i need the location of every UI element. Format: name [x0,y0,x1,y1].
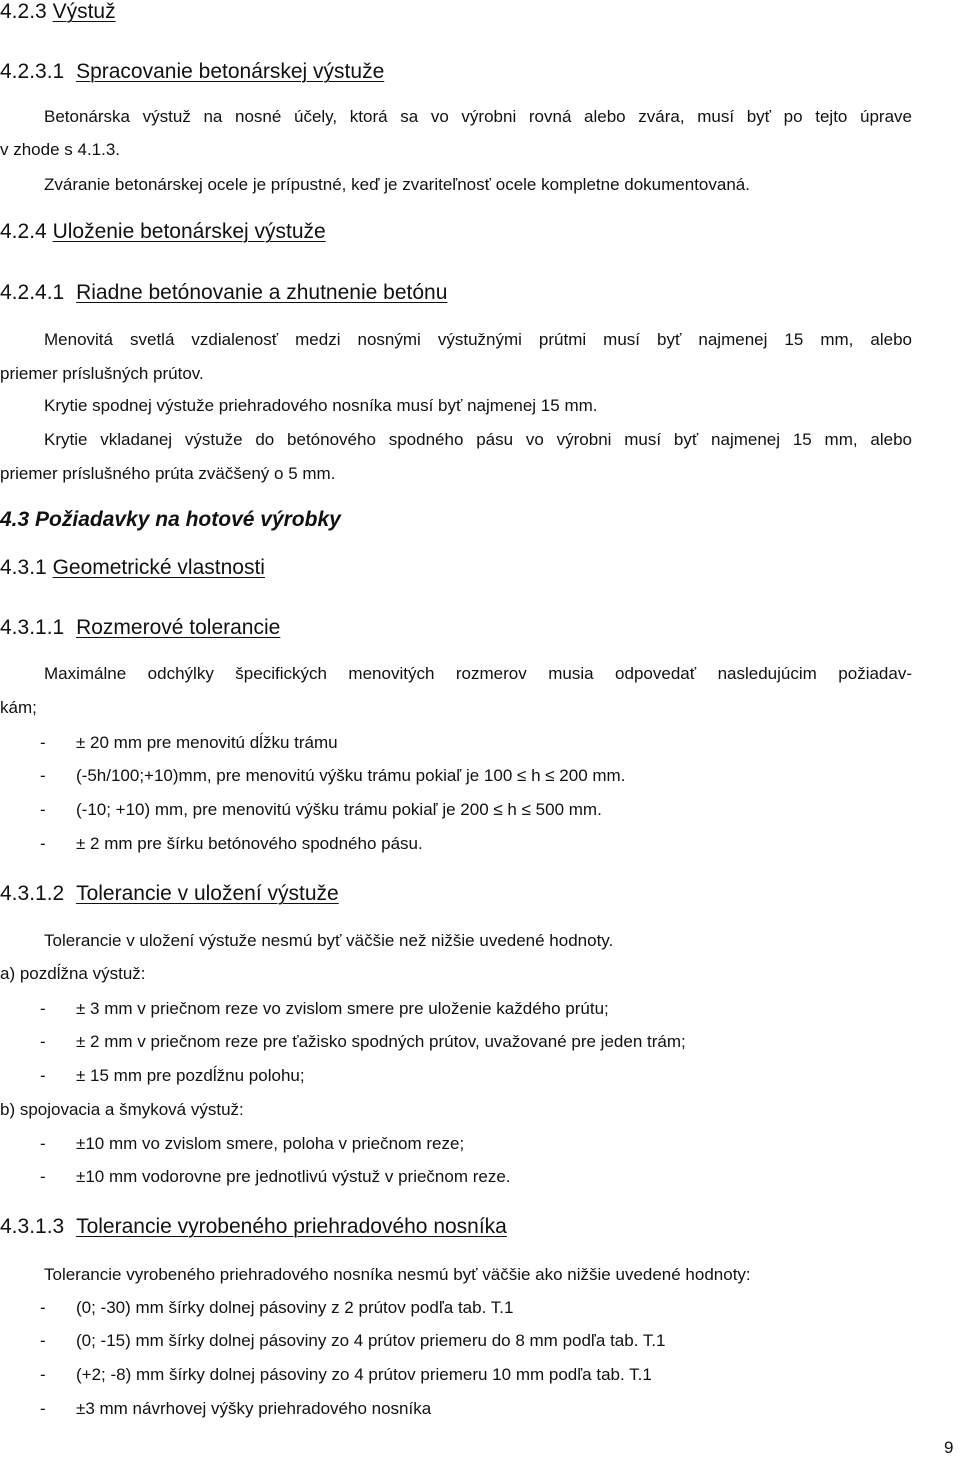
paragraph-line: Krytie vkladanej výstuže do betónového spodného pásu vo výrobni musí byť najmenej 15 mm, alebo [44,430,912,449]
list-item: (0; -30) mm šírky dolnej pásoviny z 2 prútov podľa tab. T.1 [76,1298,514,1317]
heading-number: 4.2.3.1 [0,60,65,83]
heading-title: Rozmerové tolerancie [76,616,281,639]
heading-4-2-3 [0,0,116,24]
list-item: (0; -15) mm šírky dolnej pásoviny zo 4 prútov priemeru do 8 mm podľa tab. T.1 [76,1331,666,1350]
list-bullet: - [40,1134,46,1153]
list-bullet: - [40,1331,46,1350]
paragraph: Tolerancie v uložení výstuže nesmú byť väčšie než nižšie uvedené hodnoty. [44,931,614,950]
heading-title: Výstuž [52,0,116,23]
heading-number: 4.3.1 [0,556,47,579]
list-item: ± 20 mm pre menovitú dĺžku trámu [76,733,338,752]
heading-4-3-1-2 [0,882,339,906]
paragraph-line: priemer príslušných prútov. [0,364,204,383]
list-item: ±10 mm vo zvislom smere, poloha v priečnom reze; [76,1134,465,1153]
paragraph: Zváranie betonárskej ocele je prípustné, keď je zvariteľnosť ocele kompletne dokumentovaná. [44,175,750,194]
paragraph-line: priemer príslušného prúta zväčšený o 5 mm. [0,464,336,483]
list-bullet: - [40,1032,46,1051]
list-item: ±10 mm vodorovne pre jednotlivú výstuž v priečnom reze. [76,1167,511,1186]
list-item: (-10; +10) mm, pre menovitú výšku trámu pokiaľ je 200 ≤ h ≤ 500 mm. [76,800,602,819]
list-label-a: a) pozdĺžna výstuž: [0,964,146,983]
list-item: ± 3 mm v priečnom reze vo zvislom smere pre uloženie každého prútu; [76,999,609,1018]
heading-title: Riadne betónovanie a zhutnenie betónu [76,281,448,304]
list-item: ± 2 mm v priečnom reze pre ťažisko spodných prútov, uvažované pre jeden trám; [76,1032,686,1051]
paragraph-line: Betonárska výstuž na nosné účely, ktorá sa vo výrobni rovná alebo zvára, musí byť po tejto úprave [44,107,912,126]
list-bullet: - [40,1365,46,1384]
list-item: (+2; -8) mm šírky dolnej pásoviny zo 4 prútov priemeru 10 mm podľa tab. T.1 [76,1365,652,1384]
heading-4-3-1 [0,556,265,580]
list-bullet: - [40,834,46,853]
heading-number: 4.2.4 [0,220,47,243]
list-bullet: - [40,800,46,819]
heading-title: Tolerancie vyrobeného priehradového nosníka [76,1215,507,1238]
paragraph-line: Menovitá svetlá vzdialenosť medzi nosnými výstužnými prútmi musí byť najmenej 15 mm, alebo [44,330,912,349]
list-item: ± 15 mm pre pozdĺžnu polohu; [76,1066,305,1085]
heading-title: Tolerancie v uložení výstuže [76,882,339,905]
heading-number: 4.3.1.3 [0,1215,65,1238]
page-number: 9 [944,1438,954,1457]
heading-4-3-1-3 [0,1215,507,1239]
list-item: ± 2 mm pre šírku betónového spodného pásu. [76,834,423,853]
paragraph-line: v zhode s 4.1.3. [0,140,121,159]
list-bullet: - [40,733,46,752]
list-label-b: b) spojovacia a šmyková výstuž: [0,1100,244,1119]
list-bullet: - [40,1066,46,1085]
heading-title: Geometrické vlastnosti [52,556,265,579]
heading-4-2-4-1 [0,281,447,305]
heading-number: 4.3.1.2 [0,882,65,905]
heading-number: 4.2.4.1 [0,281,65,304]
heading-number: 4.3.1.1 [0,616,65,639]
list-bullet: - [40,766,46,785]
list-bullet: - [40,1399,46,1418]
list-bullet: - [40,1298,46,1317]
list-bullet: - [40,1167,46,1186]
paragraph: Tolerancie vyrobeného priehradového nosníka nesmú byť väčšie ako nižšie uvedené hodnoty: [44,1265,751,1284]
heading-number: 4.2.3 [0,0,47,23]
paragraph: Krytie spodnej výstuže priehradového nosníka musí byť najmenej 15 mm. [44,396,598,415]
heading-4-3-1-1 [0,616,280,640]
heading-4-2-4 [0,220,326,244]
list-bullet: - [40,999,46,1018]
heading-4-3: 4.3 Požiadavky na hotové výrobky [0,508,341,531]
list-item: (-5h/100;+10)mm, pre menovitú výšku trámu pokiaľ je 100 ≤ h ≤ 200 mm. [76,766,626,785]
heading-title: Uloženie betonárskej výstuže [52,220,326,243]
heading-title: Spracovanie betonárskej výstuže [76,60,385,83]
heading-4-2-3-1 [0,60,384,84]
list-item: ±3 mm návrhovej výšky priehradového nosníka [76,1399,432,1418]
paragraph-line: Maximálne odchýlky špecifických menovitých rozmerov musia odpovedať nasledujúcim požiadav- [44,664,912,683]
paragraph-line: kám; [0,698,37,717]
